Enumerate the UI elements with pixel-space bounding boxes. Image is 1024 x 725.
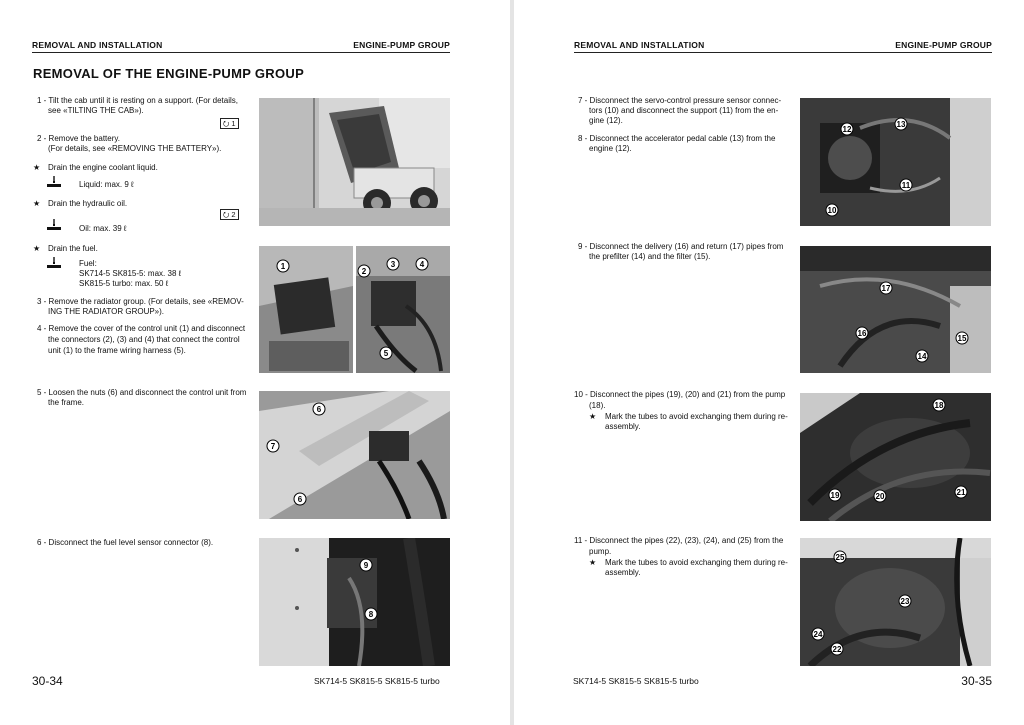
callout-21: 21 [956, 488, 966, 497]
left-page [0, 0, 510, 725]
photo-pump-pipes-22-25 [800, 538, 991, 666]
header-group: ENGINE-PUMP GROUP [353, 40, 450, 50]
star-icon: ★ [33, 199, 41, 208]
right-page [514, 0, 1024, 725]
callout-1: 1 [280, 262, 286, 271]
step-5-text-cont: the frame. [48, 398, 85, 407]
step-3-text-cont: ING THE RADIATOR GROUP»). [48, 307, 165, 316]
photo-pump-pipes-18-21 [800, 393, 991, 521]
step-7-text-cont2: gine (12). [589, 116, 623, 125]
note-hydraulic: Drain the hydraulic oil. [48, 199, 128, 208]
callout-16: 16 [857, 329, 867, 338]
step-2-text: 2 - Remove the battery. [37, 134, 120, 143]
photo-tilted-cab [259, 98, 450, 226]
callout-20: 20 [875, 492, 885, 501]
figure-reference-1: ⭮ 1 [220, 118, 239, 129]
callout-9: 9 [363, 561, 369, 570]
callout-22: 22 [832, 645, 842, 654]
callout-10: 10 [827, 206, 837, 215]
step-11-note-cont: assembly. [605, 568, 641, 577]
callout-17: 17 [881, 284, 891, 293]
page-header [32, 40, 450, 53]
step-7-text: 7 - Disconnect the servo-control pressure sensor connec- [578, 96, 782, 105]
header-section: REMOVAL AND INSTALLATION [574, 40, 705, 50]
step-10-text: 10 - Disconnect the pipes (19), (20) and (21) from the pump [574, 390, 786, 399]
header-group: ENGINE-PUMP GROUP [895, 40, 992, 50]
figure-reference-2: ⭮ 2 [220, 209, 239, 220]
step-11-note: Mark the tubes to avoid exchanging them during re- [605, 558, 788, 567]
star-icon: ★ [589, 412, 597, 421]
callout-8: 8 [368, 610, 374, 619]
figure-reference-number: 1 [231, 119, 236, 128]
callout-6b: 6 [297, 495, 303, 504]
callout-14: 14 [917, 352, 927, 361]
figure-reference-number: 2 [231, 210, 236, 219]
page-header [574, 40, 992, 53]
step-9-text: 9 - Disconnect the delivery (16) and return (17) pipes from [578, 242, 784, 251]
drain-container-icon [46, 219, 62, 231]
drain-container-icon [46, 257, 62, 269]
callout-6: 6 [316, 405, 322, 414]
callout-11: 11 [901, 181, 911, 190]
callout-4: 4 [419, 260, 425, 269]
page-title: REMOVAL OF THE ENGINE-PUMP GROUP [33, 66, 305, 81]
step-8-text: 8 - Disconnect the accelerator pedal cable (13) from the [578, 134, 776, 143]
model-list: SK714-5 SK815-5 SK815-5 turbo [573, 676, 699, 686]
photo-delivery-return-pipes [800, 246, 991, 373]
step-10-note-cont: assembly. [605, 422, 641, 431]
step-4-text: 4 - Remove the cover of the control unit (1) and disconnect [37, 324, 246, 333]
model-list: SK714-5 SK815-5 SK815-5 turbo [314, 676, 440, 686]
page-number: 30-34 [32, 674, 63, 688]
step-1-text: 1 - Tilt the cab until it is resting on a support. (For details, [37, 96, 238, 105]
photo-control-unit-cover [259, 246, 353, 373]
fuel-quantity-1: SK714-5 SK815-5: max. 38 ℓ [79, 269, 182, 278]
step-3-text: 3 - Remove the radiator group. (For details, see «REMOV- [37, 297, 244, 306]
callout-24: 24 [813, 630, 823, 639]
drain-container-icon [46, 176, 62, 188]
step-9-text-cont: the prefilter (14) and the filter (15). [589, 252, 711, 261]
step-6-text: 6 - Disconnect the fuel level sensor connector (8). [37, 538, 214, 547]
callout-23: 23 [900, 597, 910, 606]
header-section: REMOVAL AND INSTALLATION [32, 40, 163, 50]
step-8-text-cont: engine (12). [589, 144, 632, 153]
step-10-note: Mark the tubes to avoid exchanging them during re- [605, 412, 788, 421]
photo-servo-sensor-connectors [800, 98, 991, 226]
star-icon: ★ [33, 244, 41, 253]
note-coolant: Drain the engine coolant liquid. [48, 163, 158, 172]
photo-control-unit-connectors [356, 246, 450, 373]
step-1-text-cont: see «TILTING THE CAB»). [48, 106, 144, 115]
step-7-text-cont: tors (10) and disconnect the support (11) from the en- [589, 106, 779, 115]
note-fuel: Drain the fuel. [48, 244, 98, 253]
callout-15: 15 [957, 334, 967, 343]
step-4-text-cont: the connectors (2), (3) and (4) that connect the control [48, 335, 240, 344]
step-4-text-cont2: unit (1) to the frame wiring harness (5). [48, 346, 186, 355]
star-icon: ★ [33, 163, 41, 172]
step-2-text-cont: (For details, see «REMOVING THE BATTERY»). [48, 144, 222, 153]
callout-13: 13 [896, 120, 906, 129]
step-5-text: 5 - Loosen the nuts (6) and disconnect the control unit from [37, 388, 247, 397]
callout-18: 18 [934, 401, 944, 410]
star-icon: ★ [589, 558, 597, 567]
callout-5: 5 [383, 349, 389, 358]
callout-25: 25 [835, 553, 845, 562]
coolant-quantity: Liquid: max. 9 ℓ [79, 180, 134, 189]
fuel-label: Fuel: [79, 259, 97, 268]
fuel-quantity-2: SK815-5 turbo: max. 50 ℓ [79, 279, 169, 288]
photo-control-unit-frame [259, 391, 450, 519]
page-number: 30-35 [961, 674, 992, 688]
callout-2: 2 [361, 267, 367, 276]
callout-3: 3 [390, 260, 396, 269]
callout-12: 12 [842, 125, 852, 134]
step-11-text: 11 - Disconnect the pipes (22), (23), (24), and (25) from the [574, 536, 784, 545]
step-10-text-cont: (18). [589, 401, 606, 410]
photo-fuel-level-sensor [259, 538, 450, 666]
callout-7: 7 [270, 442, 276, 451]
step-11-text-cont: pump. [589, 547, 612, 556]
callout-19: 19 [830, 491, 840, 500]
oil-quantity: Oil: max. 39 ℓ [79, 224, 127, 233]
